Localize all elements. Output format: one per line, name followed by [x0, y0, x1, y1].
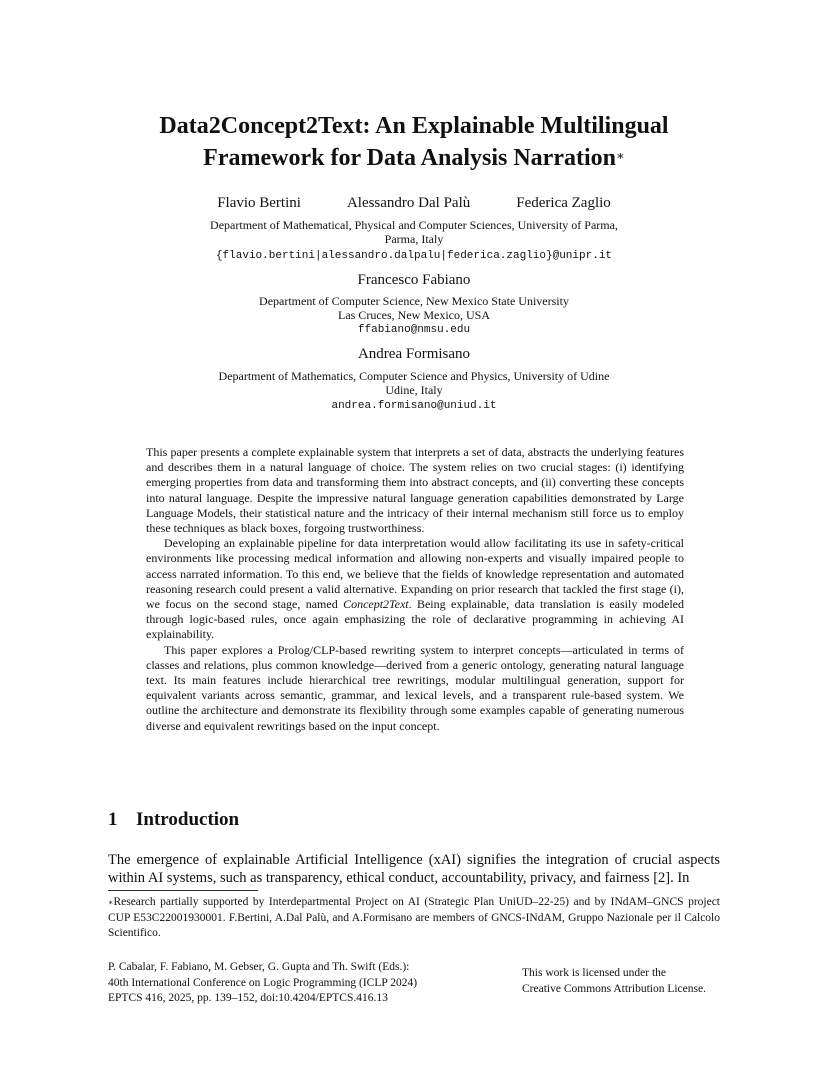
emphasis-concept2text: Concept2Text: [343, 597, 409, 612]
section-heading-introduction: [108, 809, 239, 831]
abstract: [146, 445, 684, 734]
affiliation-nmsu: Department of Computer Science, New Mexico State University Las Cruces, New Mexico, USA: [259, 294, 569, 322]
author-name: Federica Zaglio: [516, 195, 611, 211]
affiliation-parma: Department of Mathematical, Physical and Computer Sciences, University of Parma, Parma, Italy: [210, 218, 618, 246]
abstract-paragraph-2: Developing an explainable pipeline for data interpretation would allow facilitating its use in safety-critical environments like processing medical information and allowing non-experts and visually impaired people to access narrated information. To this end, we believe that the fields of knowledge representation and automated reasoning research could present a valid alternative. Expanding on prior research that tackled the first stage (i), we focus on the second stage, named Concept2Text. Being explainable, data translation is easily modeled through logic-based rules, once again emphasizing the role of declarative programming in achieving AI explainability.: [146, 536, 684, 642]
author-fabiano: Francesco Fabiano: [357, 272, 471, 288]
footnote-rule: [108, 890, 258, 891]
publication-info: P. Cabalar, F. Fabiano, M. Gebser, G. Gupta and Th. Swift (Eds.): 40th International Conference on Logic Programming (ICLP 2024) EPTCS 416, 2025, pp. 139–152, doi:10.4204/EPTCS.416.13: [108, 961, 418, 1004]
paper-title: [0, 110, 828, 174]
section-number: 1: [108, 809, 118, 830]
footnote-text: Research partially supported by Interdepartmental Project on AI (Strategic Plan UniUD–22-25) and by INdAM–GNCS project CUP E53C22001930001. F.Bertini, A.Dal Palù, and A.Formisano are members of GNCS-INdAM, Gruppo Nazionale per il Calcolo Scientifico.: [108, 896, 720, 939]
title-line-2: Framework for Data Analysis Narration: [203, 145, 616, 171]
title-line-1: Data2Concept2Text: An Explainable Multilingual: [159, 113, 669, 139]
author-name: Flavio Bertini: [217, 195, 301, 211]
email-udine: andrea.formisano@uniud.it: [331, 400, 497, 412]
abstract-paragraph-1: This paper presents a complete explainable system that interprets a set of data, abstracts the underlying features and describes them in a natural language of choice. The system relies on two crucial stages: (i) identifying emerging properties from data and transforming them into abstract concepts, and (ii) converting these concepts into natural language. Despite the impressive natural language generation capabilities demonstrated by Large Language Models, their statistical nature and the intricacy of their internal mechanism still force us to employ these techniques as black boxes, forgoing trustworthiness.: [146, 445, 684, 536]
author-name: Alessandro Dal Palù: [346, 195, 471, 211]
title-footnote-mark: ∗: [616, 148, 625, 163]
introduction-text: The emergence of explainable Artificial Intelligence (xAI) signifies the integration of crucial aspects within AI systems, such as transparency, ethical conduct, accountability, privacy, and fairness [2]. In: [108, 852, 720, 886]
author-formisano: Andrea Formisano: [357, 346, 471, 362]
license-notice: This work is licensed under the Creative Commons Attribution License.: [522, 967, 706, 995]
email-parma: {flavio.bertini|alessandro.dalpalu|federica.zaglio}@unipr.it: [215, 250, 613, 262]
email-nmsu: ffabiano@nmsu.edu: [357, 324, 471, 336]
author-group-1: [0, 195, 828, 212]
abstract-paragraph-3: This paper explores a Prolog/CLP-based rewriting system to interpret concepts—articulated in terms of classes and relations, plus common knowledge—derived from a generic ontology, generating natural language text. Its main features include hierarchical tree rewritings, modular multilingual generation, support for equivalent variants across semantic, grammar, and lexical levels, and a transparent rule-based system. We outline the architecture and demonstrate its flexibility through some examples capable of generating numerous diverse and equivalent rewritings based on the input concept.: [146, 642, 684, 733]
footnote-mark: ∗: [108, 898, 114, 907]
section-title: Introduction: [136, 809, 240, 830]
footnote: [108, 895, 720, 942]
affiliation-udine: Department of Mathematics, Computer Science and Physics, University of Udine Udine, Italy: [218, 369, 610, 397]
